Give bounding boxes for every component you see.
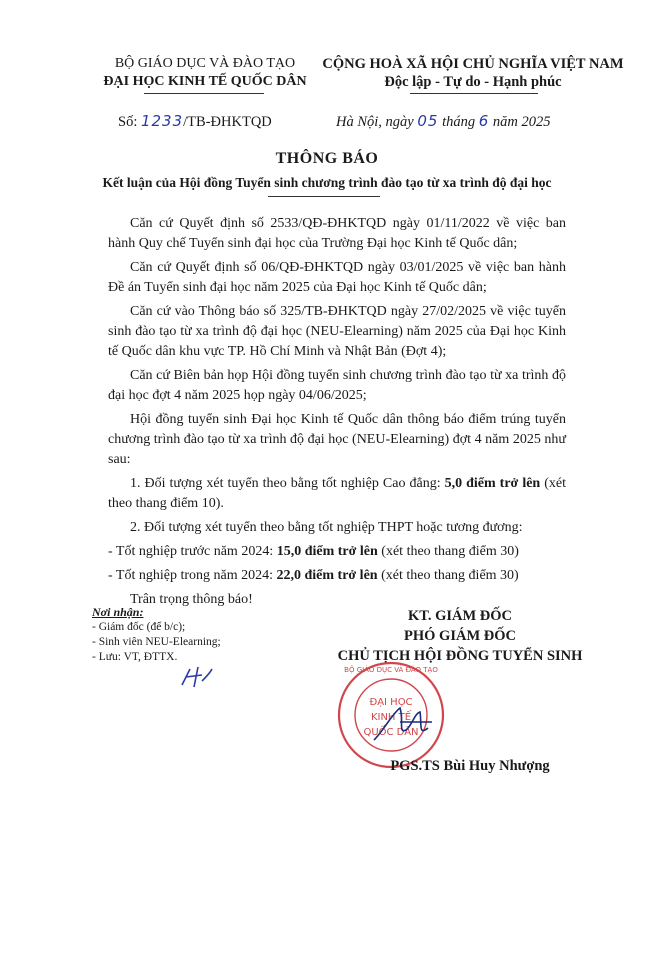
subtitle-underline [268, 196, 380, 197]
signature-line-3: CHỦ TỊCH HỘI ĐỒNG TUYỂN SINH [337, 648, 583, 664]
paragraph: Hội đồng tuyển sinh Đại học Kinh tế Quốc dân thông báo điểm trúng tuyển chương trình đào tạo từ xa trình độ đại học (NEU-Elearning) đợt 4 năm 2025 như sau: [108, 412, 566, 467]
document-subtitle: Kết luận của Hội đồng Tuyển sinh chương trình đào tạo từ xa trình độ đại học [102, 175, 552, 190]
date-month: 6 [478, 112, 490, 130]
document-title: THÔNG BÁO [275, 150, 379, 167]
date-prefix: Hà Nội, ngày [336, 114, 414, 130]
stamp-ring-text: BỘ GIÁO DỤC VÀ ĐÀO TẠO [344, 666, 438, 674]
paragraph: Căn cứ Biên bản họp Hội đồng tuyển sinh chương trình đào tạo từ xa trình độ đại học đợt 4 năm 2025 họp ngày 04/06/2025; [108, 368, 566, 403]
recipient-item: - Giám đốc (để b/c); [92, 621, 186, 633]
document-date [336, 112, 551, 131]
header-right-underline [410, 93, 538, 94]
paragraph: Căn cứ Quyết định số 06/QĐ-ĐHKTQD ngày 03/01/2025 về việc ban hành Đề án Tuyển sinh đại học năm 2025 của Đại học Kinh tế Quốc dân; [108, 260, 566, 295]
document-number [118, 112, 272, 131]
so-suffix: /TB-ĐHKTQD [183, 114, 272, 130]
recipient-item: - Lưu: VT, ĐTTX. [92, 651, 178, 663]
national-motto: Độc lập - Tự do - Hạnh phúc [384, 74, 562, 90]
header-left-underline [144, 93, 264, 94]
criteria-item-2: 2. Đối tượng xét tuyển theo bằng tốt nghiệp THPT hoặc tương đương: [130, 520, 523, 535]
date-month-label: tháng [442, 114, 476, 130]
initial-signature-mark [176, 663, 216, 691]
national-header [318, 55, 628, 91]
national-title: CỘNG HOÀ XÃ HỘI CHỦ NGHĨA VIỆT NAM [322, 56, 624, 72]
criteria-item-1: 1. Đối tượng xét tuyển theo bằng tốt nghiệp Cao đẳng: 5,0 điểm trở lên (xét theo thang điểm 10). [108, 476, 566, 511]
ministry-header [80, 55, 330, 91]
signature-block [300, 606, 620, 666]
recipient-item: - Sinh viên NEU-Elearning; [92, 636, 221, 648]
stamp-text-1: ĐẠI HỌC [369, 697, 413, 708]
date-year: năm 2025 [492, 114, 551, 130]
recipients-label: Nơi nhận: [92, 605, 144, 619]
closing-text: Trân trọng thông báo! [130, 592, 253, 607]
date-day: 05 [417, 112, 439, 130]
paragraph: Căn cứ Quyết định số 2533/QĐ-ĐHKTQD ngày 01/11/2022 về việc ban hành Quy chế Tuyển sinh đại học của Trường Đại học Kinh tế Quốc dân; [108, 216, 566, 251]
recipients-block [92, 605, 221, 665]
so-label: Số: [118, 114, 138, 130]
university-name: ĐẠI HỌC KINH TẾ QUỐC DÂN [103, 74, 307, 89]
signature-line-1: KT. GIÁM ĐỐC [407, 608, 513, 624]
ministry-name: BỘ GIÁO DỤC VÀ ĐÀO TẠO [114, 56, 296, 71]
document-body [108, 214, 566, 614]
signer-name: PGS.TS Bùi Huy Nhượng [390, 758, 550, 774]
criteria-item-2a: - Tốt nghiệp trước năm 2024: 15,0 điểm trở lên (xét theo thang điểm 30) [108, 544, 519, 559]
signature-line-2: PHÓ GIÁM ĐỐC [404, 628, 516, 644]
stamp-text-2: KINH TẾ [370, 712, 412, 723]
paragraph: Căn cứ vào Thông báo số 325/TB-ĐHKTQD ngày 27/02/2025 về việc tuyển sinh đào tạo từ xa trình độ đại học (NEU-Elearning) năm 2025 của Đại học Kinh tế Quốc dân khu vực TP. Hồ Chí Minh và Nhật Bản (Đợt 4); [108, 304, 566, 359]
criteria-item-2b: - Tốt nghiệp trong năm 2024: 22,0 điểm trở lên (xét theo thang điểm 30) [108, 568, 519, 583]
handwritten-signature [370, 700, 440, 750]
stamp-text-3: QUỐC DÂN [363, 727, 419, 738]
so-number: 1233 [140, 112, 184, 130]
